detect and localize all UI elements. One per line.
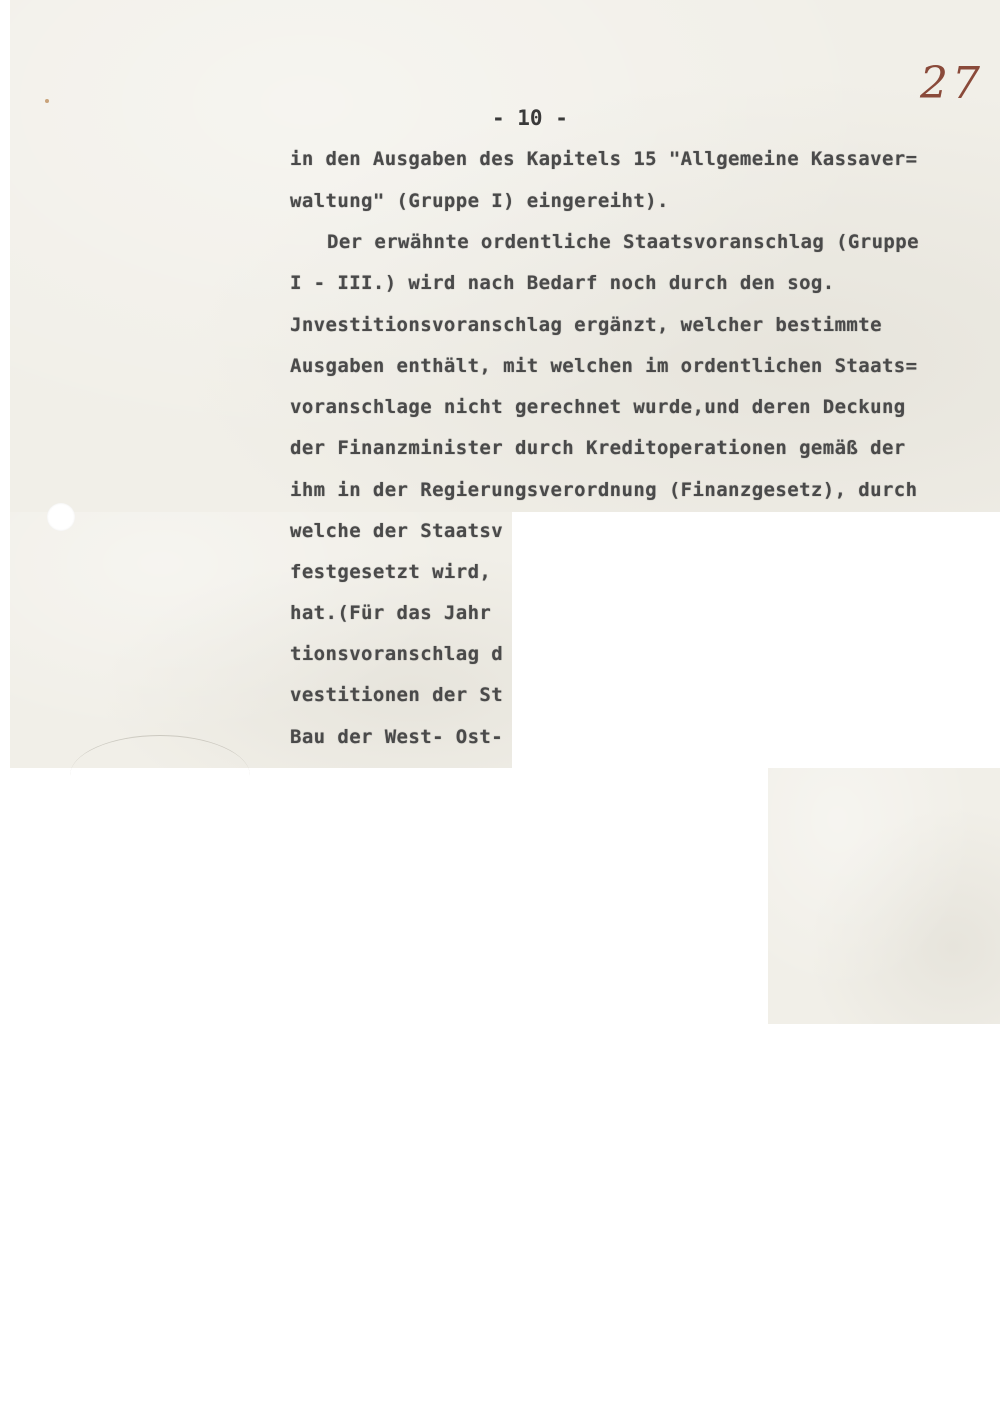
- punch-hole: [47, 503, 75, 531]
- text-line: festgesetzt wird,: [290, 561, 492, 583]
- text-line: Bau der West- Ost-: [290, 726, 504, 748]
- text-line: Ausgaben enthält, mit welchen im ordentlichen Staats=: [290, 355, 918, 377]
- page-number: - 10 -: [492, 106, 568, 130]
- text-line: tionsvoranschlag d: [290, 643, 504, 665]
- text-line: ihm in der Regierungsverordnung (Finanzgesetz), durch: [290, 479, 918, 501]
- paper-fold-mark: [70, 735, 250, 816]
- text-line: in den Ausgaben des Kapitels 15 "Allgemeine Kassaver=: [290, 148, 918, 170]
- text-line: I - III.) wird nach Bedarf noch durch den sog.: [290, 272, 835, 294]
- text-line: Der erwähnte ordentliche Staatsvoranschlag (Gruppe: [327, 231, 919, 253]
- text-line: waltung" (Gruppe I) eingereiht).: [290, 190, 669, 212]
- text-line: Jnvestitionsvoranschlag ergänzt, welcher bestimmte: [290, 314, 882, 336]
- text-line: hat.(Für das Jahr: [290, 602, 492, 624]
- paper-region-top: [10, 0, 1000, 512]
- text-line: voranschlage nicht gerechnet wurde,und deren Deckung: [290, 396, 906, 418]
- paper-region-lower-right: [768, 768, 1000, 1024]
- text-line: der Finanzminister durch Kreditoperationen gemäß der: [290, 437, 906, 459]
- paper-speck: [45, 99, 49, 103]
- text-line: welche der Staatsv: [290, 520, 504, 542]
- text-line: vestitionen der St: [290, 684, 504, 706]
- handwritten-folio-number: 27: [920, 58, 984, 109]
